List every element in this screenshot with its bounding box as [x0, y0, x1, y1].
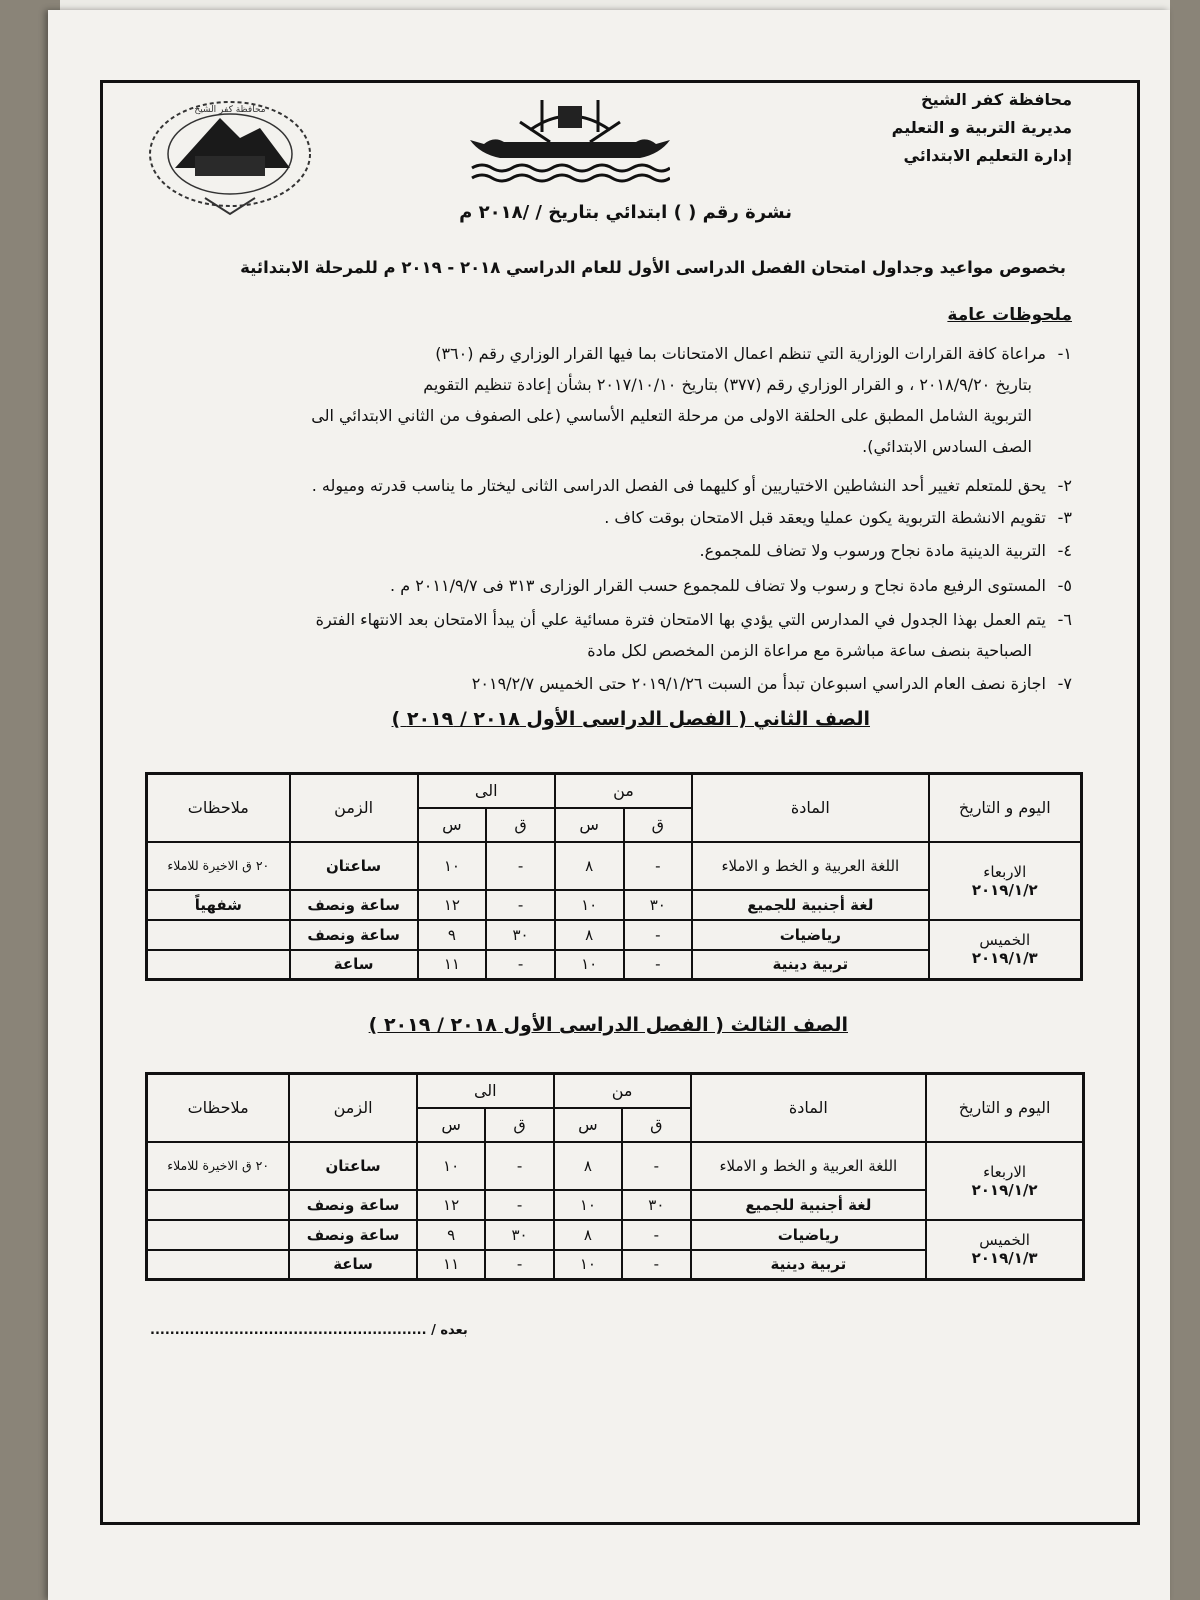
from-q-cell: ٣٠	[622, 1190, 690, 1220]
exam-date: ٢٠١٩/١/٣	[971, 949, 1038, 968]
from-q-cell: ٣٠	[624, 890, 693, 920]
note-number: ٦-	[1057, 610, 1072, 629]
subject-cell: تربية دينية	[691, 1250, 927, 1280]
table-row	[147, 920, 1082, 950]
col-from-q: ق	[622, 1108, 690, 1142]
to-s-cell: ١٠	[417, 1142, 485, 1190]
note-number: ٣-	[1057, 508, 1072, 527]
table-row	[147, 1142, 1084, 1190]
to-q-cell: -	[485, 1250, 553, 1280]
to-s-cell: ١١	[418, 950, 487, 980]
from-s-cell: ٨	[554, 1220, 622, 1250]
col-to-s: س	[417, 1108, 485, 1142]
seal-text: محافظة كفر الشيخ	[194, 105, 266, 115]
grade2-title: الصف الثاني ( الفصل الدراسى الأول ٢٠١٨ / ٢٠١٩ )	[391, 708, 870, 730]
to-s-cell: ١١	[417, 1250, 485, 1280]
to-q-cell: -	[485, 1190, 553, 1220]
col-to: الى	[418, 774, 555, 808]
note-item	[152, 502, 1072, 533]
subject-cell: لغة أجنبية للجميع	[691, 1190, 927, 1220]
bulletin-number: نشرة رقم ( ) ابتدائي بتاريخ / /٢٠١٨ م	[459, 202, 792, 223]
day-name: الاربعاء	[983, 1162, 1027, 1181]
remarks-cell	[147, 950, 290, 980]
col-subject: المادة	[691, 1074, 927, 1142]
from-s-cell: ٨	[555, 842, 624, 890]
day-date-cell	[929, 842, 1082, 920]
remarks-cell: ٢٠ ق الاخيرة للاملاء	[147, 1142, 290, 1190]
to-q-cell: -	[485, 1142, 553, 1190]
col-duration: الزمن	[290, 774, 418, 842]
to-q-cell: -	[486, 842, 555, 890]
col-remarks: ملاحظات	[147, 1074, 290, 1142]
col-to-q: ق	[485, 1108, 553, 1142]
col-to: الى	[417, 1074, 554, 1108]
note-number: ١-	[1057, 344, 1072, 363]
duration-cell: ساعتان	[289, 1142, 417, 1190]
note-item	[152, 604, 1072, 666]
duration-cell: ساعتان	[290, 842, 418, 890]
to-s-cell: ١٠	[418, 842, 487, 890]
document-subject: بخصوص مواعيد وجداول امتحان الفصل الدراسى الأول للعام الدراسي ٢٠١٨ - ٢٠١٩ م للمرحلة الابتدائية	[240, 258, 1066, 277]
subject-cell: لغة أجنبية للجميع	[692, 890, 928, 920]
day-date-cell	[926, 1142, 1083, 1220]
from-q-cell: -	[624, 842, 693, 890]
directorate-name: مديرية التربية و التعليم	[891, 118, 1072, 137]
to-s-cell: ١٢	[418, 890, 487, 920]
duration-cell: ساعة	[290, 950, 418, 980]
exam-date: ٢٠١٩/١/٢	[971, 1180, 1038, 1199]
from-s-cell: ٨	[554, 1142, 622, 1190]
notes-heading: ملحوظات عامة	[947, 305, 1072, 325]
col-from: من	[555, 774, 692, 808]
col-to-q: ق	[486, 808, 555, 842]
note-number: ٥-	[1057, 576, 1072, 595]
note-item	[152, 535, 1072, 566]
to-s-cell: ١٢	[417, 1190, 485, 1220]
note-continuation: الصف السادس الابتدائي).	[862, 437, 1032, 456]
from-s-cell: ١٠	[554, 1190, 622, 1220]
note-text: المستوى الرفيع مادة نجاح و رسوب ولا تضاف للمجموع حسب القرار الوزارى ٣١٣ فى ٢٠١١/٩/٧ م .	[390, 576, 1046, 595]
from-s-cell: ١٠	[555, 890, 624, 920]
administration-name: إدارة التعليم الابتدائي	[903, 146, 1072, 165]
directorate-seal	[145, 98, 315, 218]
from-q-cell: -	[622, 1220, 690, 1250]
from-s-cell: ١٠	[555, 950, 624, 980]
note-number: ٢-	[1057, 476, 1072, 495]
from-q-cell: -	[622, 1250, 690, 1280]
note-continuation: الصباحية بنصف ساعة مباشرة مع مراعاة الزمن المخصص لكل مادة	[587, 641, 1032, 660]
col-from: من	[554, 1074, 691, 1108]
continued-footer: بعده / ........................................................	[150, 1323, 468, 1338]
table-row	[147, 842, 1082, 890]
note-item	[152, 470, 1072, 501]
duration-cell: ساعة ونصف	[290, 890, 418, 920]
note-number: ٧-	[1057, 674, 1072, 693]
table-row	[147, 1220, 1084, 1250]
table-header-row	[147, 1074, 1084, 1108]
note-text: مراعاة كافة القرارات الوزارية التي تنظم اعمال الامتحانات بما فيها القرار الوزاري رقم (٣٦٠)	[435, 344, 1046, 363]
note-text: اجازة نصف العام الدراسي اسبوعان تبدأ من السبت ٢٠١٩/١/٢٦ حتى الخميس ٢٠١٩/٢/٧	[471, 674, 1046, 693]
col-from-s: س	[555, 808, 624, 842]
duration-cell: ساعة ونصف	[289, 1190, 417, 1220]
note-item	[152, 570, 1072, 601]
to-q-cell: -	[486, 950, 555, 980]
day-name: الخميس	[979, 1231, 1030, 1250]
table-header-row	[147, 774, 1082, 808]
day-date-cell	[926, 1220, 1083, 1280]
to-q-cell: -	[486, 890, 555, 920]
col-from-s: س	[554, 1108, 622, 1142]
duration-cell: ساعة ونصف	[289, 1220, 417, 1250]
note-text: التربية الدينية مادة نجاح ورسوب ولا تضاف للمجموع.	[699, 541, 1046, 560]
col-duration: الزمن	[289, 1074, 417, 1142]
issuer-header	[852, 86, 1072, 170]
col-remarks: ملاحظات	[147, 774, 290, 842]
note-text: تقويم الانشطة التربوية يكون عمليا ويعقد قبل الامتحان بوقت كاف .	[604, 508, 1046, 527]
from-s-cell: ٨	[555, 920, 624, 950]
col-day-date: اليوم و التاريخ	[929, 774, 1082, 842]
remarks-cell	[147, 1190, 290, 1220]
note-continuation: التربوية الشامل المطبق على الحلقة الاولى من مرحلة التعليم الأساسي (على الصفوف من الثاني الابتدائي الى	[311, 406, 1032, 425]
note-item	[152, 338, 1072, 462]
remarks-cell: شفهياً	[147, 890, 290, 920]
subject-cell: رياضيات	[691, 1220, 927, 1250]
to-q-cell: ٣٠	[485, 1220, 553, 1250]
grade2-schedule-table	[145, 772, 1083, 981]
note-item	[152, 668, 1072, 699]
note-continuation: بتاريخ ٢٠١٨/٩/٢٠ ، و القرار الوزاري رقم (٣٧٧) بتاريخ ٢٠١٧/١٠/١٠ بشأن إعادة تنظيم التقويم	[423, 375, 1032, 394]
to-s-cell: ٩	[417, 1220, 485, 1250]
duration-cell: ساعة ونصف	[290, 920, 418, 950]
grade3-schedule-table	[145, 1072, 1085, 1281]
from-s-cell: ١٠	[554, 1250, 622, 1280]
col-from-q: ق	[624, 808, 693, 842]
to-q-cell: ٣٠	[486, 920, 555, 950]
from-q-cell: -	[622, 1142, 690, 1190]
remarks-cell	[147, 1220, 290, 1250]
note-text: يحق للمتعلم تغيير أحد النشاطين الاختياريين أو كليهما فى الفصل الدراسى الثانى ليختار ما يناسب قدرته وميوله .	[311, 476, 1046, 495]
day-name: الاربعاء	[983, 862, 1027, 881]
exam-date: ٢٠١٩/١/٢	[971, 880, 1038, 899]
from-q-cell: -	[624, 920, 693, 950]
to-s-cell: ٩	[418, 920, 487, 950]
duration-cell: ساعة	[289, 1250, 417, 1280]
col-day-date: اليوم و التاريخ	[926, 1074, 1083, 1142]
note-text: يتم العمل بهذا الجدول في المدارس التي يؤدي بها الامتحان فترة مسائية علي أن يبدأ الامتحان بعد الانتهاء الفترة	[315, 610, 1046, 629]
governorate-name: محافظة كفر الشيخ	[921, 90, 1072, 109]
day-date-cell	[929, 920, 1082, 980]
note-number: ٤-	[1057, 541, 1072, 560]
exam-date: ٢٠١٩/١/٣	[971, 1249, 1038, 1268]
subject-cell: اللغة العربية و الخط و الاملاء	[691, 1142, 927, 1190]
subject-cell: رياضيات	[692, 920, 928, 950]
governorate-emblem	[470, 92, 670, 192]
remarks-cell	[147, 920, 290, 950]
subject-cell: اللغة العربية و الخط و الاملاء	[692, 842, 928, 890]
subject-cell: تربية دينية	[692, 950, 928, 980]
from-q-cell: -	[624, 950, 693, 980]
remarks-cell: ٢٠ ق الاخيرة للاملاء	[147, 842, 290, 890]
col-to-s: س	[418, 808, 487, 842]
remarks-cell	[147, 1250, 290, 1280]
day-name: الخميس	[979, 931, 1031, 950]
col-subject: المادة	[692, 774, 928, 842]
grade3-title: الصف الثالث ( الفصل الدراسى الأول ٢٠١٨ / ٢٠١٩ )	[368, 1014, 848, 1036]
